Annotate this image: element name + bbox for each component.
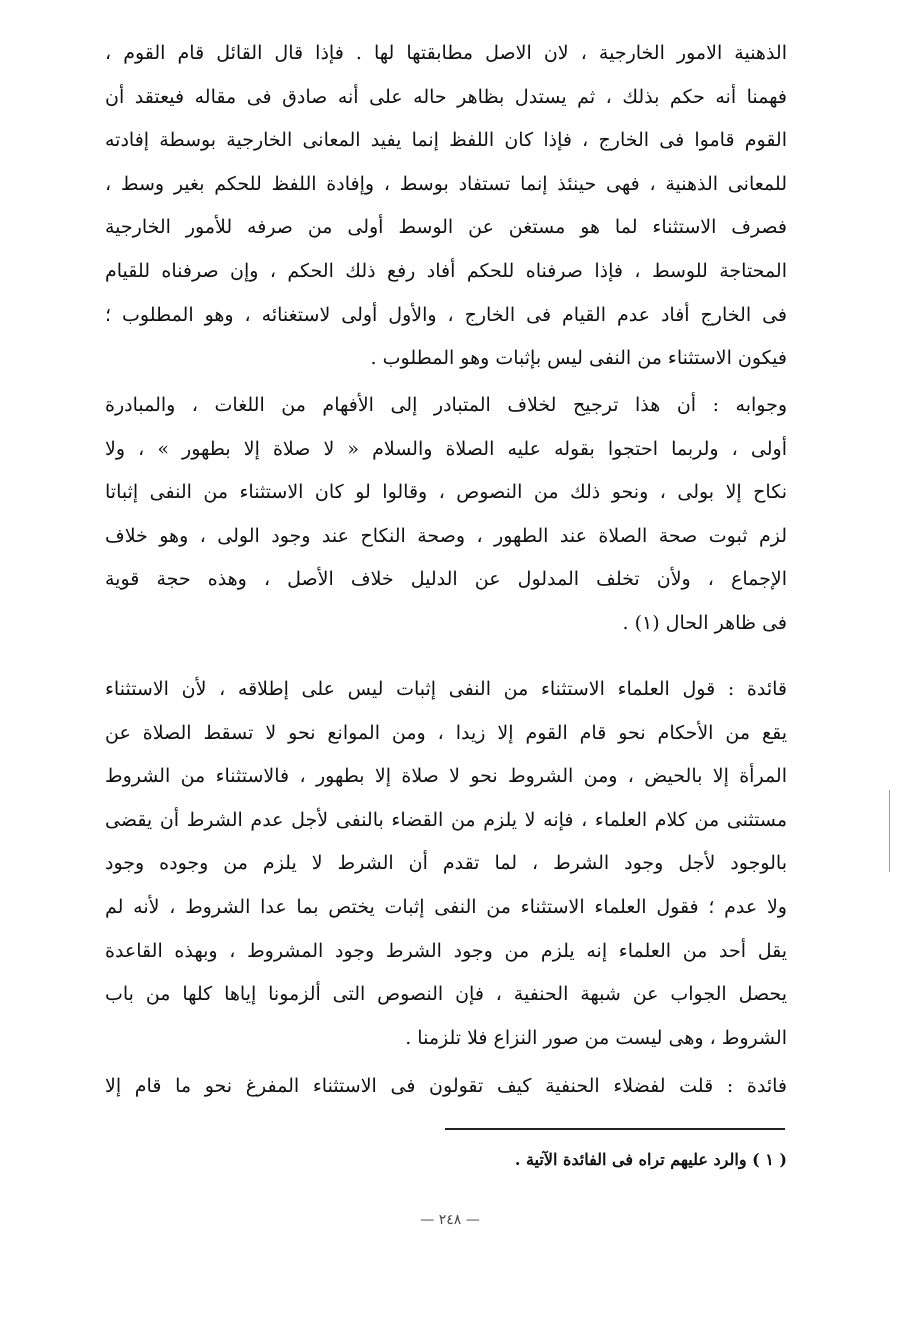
text-line: المحتاجة للوسط ، فإذا صرفناه للحكم أفاد رفع ذلك الحكم ، وإن صرفناه للقيام bbox=[105, 259, 787, 282]
text-line: لزم ثبوت صحة الصلاة عند الطهور ، وصحة النكاح عند وجود الولى ، وهو خلاف bbox=[105, 524, 787, 547]
paragraph-1 bbox=[105, 32, 787, 381]
text-line: بالوجود لأجل وجود الشرط ، لما تقدم أن الشرط لا يلزم من وجوده وجود bbox=[105, 852, 787, 875]
text-line: أولى ، ولربما احتجوا بقوله عليه الصلاة والسلام « لا صلاة إلا بطهور » ، ولا bbox=[105, 437, 787, 460]
scan-edge-mark bbox=[889, 790, 890, 872]
text-line: وجوابه : أن هذا ترجيح لخلاف المتبادر إلى الأفهام من اللغات ، والمبادرة bbox=[105, 394, 787, 416]
text-line: فائدة : قلت لفضلاء الحنفية كيف تقولون فى الاستثناء المفرغ نحو ما قام إلا bbox=[105, 1075, 787, 1097]
text-line: يقع من الأحكام نحو قام القوم إلا زيدا ، ومن الموانع نحو لا تسقط الصلاة عن bbox=[105, 721, 787, 744]
text-line: للمعانى الذهنية ، فهى حينئذ إنما تستفاد بوسط ، وإفادة اللفظ للحكم بغير وسط ، bbox=[105, 172, 787, 195]
paragraph-3 bbox=[105, 668, 787, 1060]
text-line: نكاح إلا بولى ، ونحو ذلك من النصوص ، وقالوا لو كان الاستثناء من النفى إثباتا bbox=[105, 481, 787, 504]
footnote: ( ١ ) والرد عليهم تراه فى الفائدة الآتية . bbox=[514, 1150, 787, 1169]
text-line: الذهنية الامور الخارجية ، لان الاصل مطابقتها لها . فإذا قال القائل قام القوم ، bbox=[105, 42, 787, 64]
paragraph-4 bbox=[105, 1065, 787, 1109]
text-line: فصرف الاستثناء لما هو مستغن عن الوسط أولى من صرفه للأمور الخارجية bbox=[105, 216, 787, 239]
text-line: المرأة إلا بالحيض ، ومن الشروط نحو لا صلاة إلا بطهور ، فالاستثناء من الشروط bbox=[105, 765, 787, 788]
text-line: فى ظاهر الحال (١) . bbox=[622, 611, 787, 634]
text-line: يحصل الجواب عن شبهة الحنفية ، فإن النصوص التى ألزمونا إياها كلها من باب bbox=[105, 983, 787, 1006]
page-number: — ٢٤٨ — bbox=[420, 1212, 480, 1228]
text-line: فى الخارج أفاد عدم القيام فى الخارج ، والأول أولى لاستغنائه ، وهو المطلوب ؛ bbox=[105, 303, 787, 326]
text-line: القوم قاموا فى الخارج ، فإذا كان اللفظ إنما يفيد المعانى الخارجية بوسطة إفادته bbox=[105, 129, 787, 152]
text-line: الإجماع ، ولأن تخلف المدلول عن الدليل خلاف الأصل ، وهذه حجة قوية bbox=[105, 568, 787, 591]
text-line: قائدة : قول العلماء الاستثناء من النفى إثبات ليس على إطلاقه ، لأن الاستثناء bbox=[105, 678, 787, 700]
text-line: فهمنا أنه حكم بذلك ، ثم يستدل بظاهر حاله على أنه صادق فى مقاله فيعتقد أن bbox=[105, 85, 787, 108]
text-line: ولا عدم ؛ فقول العلماء الاستثناء من النفى إثبات يختص بما عدا الشروط ، لأنه لم bbox=[105, 895, 787, 918]
text-line: الشروط ، وهى ليست من صور النزاع فلا تلزمنا . bbox=[405, 1026, 787, 1049]
footnote-divider bbox=[445, 1128, 785, 1130]
text-line: يقل أحد من العلماء إنه يلزم من وجود الشرط وجود المشروط ، وبهذه القاعدة bbox=[105, 939, 787, 962]
text-line: فيكون الاستثناء من النفى ليس بإثبات وهو المطلوب . bbox=[370, 347, 787, 370]
text-line: مستثنى من كلام العلماء ، فإنه لا يلزم من القضاء بالنفى لأجل عدم الشرط أن يقضى bbox=[105, 808, 787, 831]
paragraph-2 bbox=[105, 384, 787, 646]
